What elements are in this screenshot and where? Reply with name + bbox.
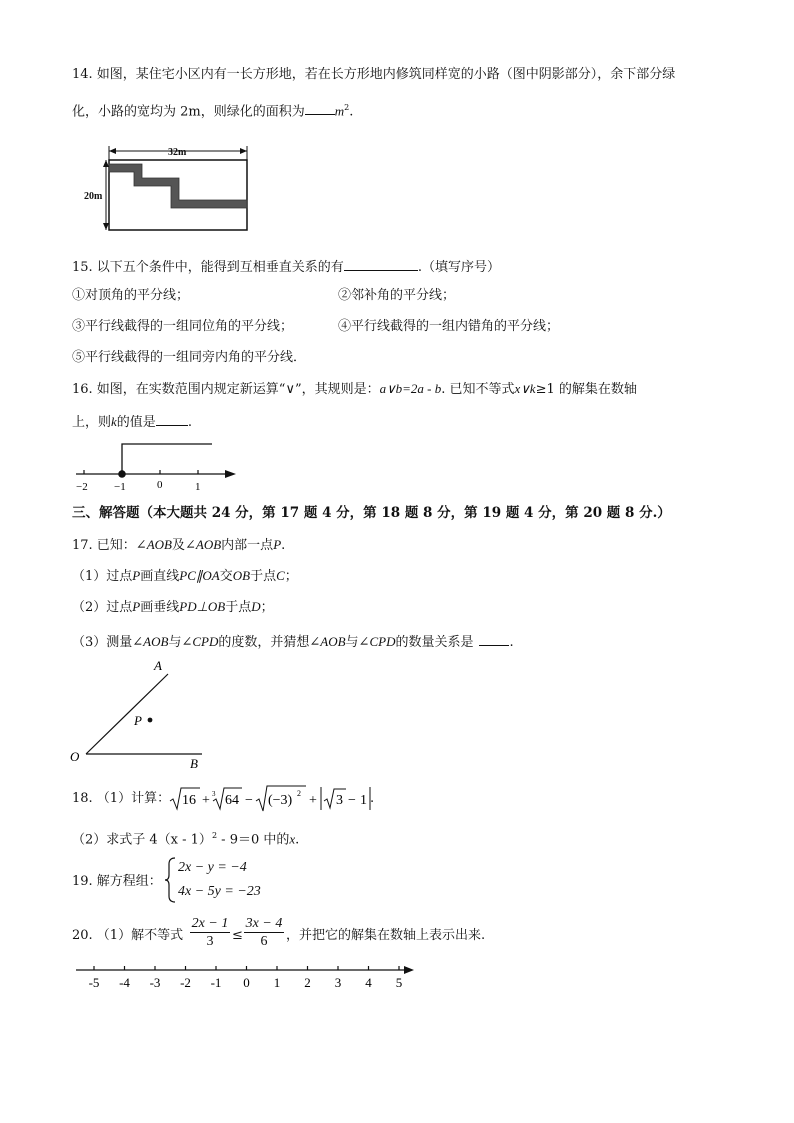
t: CPD — [369, 634, 396, 649]
t: 的数量关系是 — [395, 635, 474, 650]
q18-part1-end: . — [370, 791, 375, 806]
t: P — [273, 537, 282, 552]
expr-plus2: + — [309, 793, 317, 808]
expr-neg3: (−3) — [268, 793, 293, 808]
t: 交 — [219, 569, 233, 584]
q20-stem-a: 20. （1）解不等式 — [72, 928, 184, 943]
solution-ray — [122, 444, 212, 474]
t: P — [132, 568, 141, 583]
tick-label: 5 — [395, 975, 403, 990]
q20-number-line — [72, 960, 420, 994]
height-label: 20m — [84, 191, 103, 202]
t: 于点 — [250, 569, 277, 584]
label-A: A — [154, 658, 162, 673]
axis-arrow-icon — [404, 966, 414, 974]
q16-number-line — [70, 438, 250, 496]
q16-line1 — [72, 380, 637, 399]
q14-line1: 14. 如图，某住宅小区内有一长方形地，若在长方形地内修筑同样宽的小路（图中阴影部分），余下部分绿 — [72, 67, 676, 82]
q19-eq2: 4x − 5y = −23 — [178, 884, 261, 899]
q16-inequality: x∨k — [514, 381, 536, 396]
expr-minus: − — [245, 793, 253, 808]
t: 2 — [211, 831, 218, 840]
expr-plus: + — [202, 793, 210, 808]
t: C — [276, 568, 285, 583]
t: AOB — [320, 634, 346, 649]
q15-option-1: ①对顶角的平分线； — [72, 288, 190, 303]
width-label: 32m — [168, 147, 187, 158]
q16-line2 — [72, 411, 192, 432]
brace-icon — [164, 856, 178, 904]
q19-eq1: 2x − y = −4 — [178, 860, 247, 875]
t: x — [289, 831, 296, 847]
q15-stem — [72, 256, 500, 277]
t: 画直线 — [140, 569, 180, 584]
tick-label: 4 — [365, 975, 372, 990]
q19-stem: 19. 解方程组： — [72, 874, 162, 889]
t: AOB — [143, 634, 169, 649]
q17-part1 — [72, 567, 298, 586]
t: ； — [284, 569, 298, 584]
expr-sq: 2 — [297, 789, 301, 798]
q16-text-e: ≥1 的解集在数轴 — [535, 382, 637, 397]
expr-16: 16 — [182, 793, 196, 808]
q20-frac1 — [190, 915, 230, 951]
tick-label: 3 — [334, 975, 342, 990]
q14-figure — [82, 142, 254, 234]
tick-label: 1 — [273, 975, 281, 990]
tick-label: -1 — [210, 975, 222, 990]
q15-option-3: ③平行线截得的一组同位角的平分线； — [72, 319, 294, 334]
tick-label: 2 — [304, 975, 311, 990]
section-3-title: 三、解答题（本大题共 24 分，第 17 题 4 分，第 18 题 8 分，第 19 题 4 分，第 20 题 8 分.） — [72, 505, 671, 521]
axis-label-0: 0 — [157, 479, 163, 491]
tick-label: -2 — [180, 975, 191, 990]
t: . — [509, 635, 514, 650]
q20-relation: ≤ — [232, 928, 243, 943]
tick-label: -3 — [149, 975, 161, 990]
t: D — [251, 599, 261, 614]
answer-blank — [156, 411, 188, 426]
q16-text-a: 16. 如图，在实数范围内规定新运算“∨”，其规则是： — [72, 382, 380, 397]
t: 内部一点 — [221, 538, 274, 553]
t: AOB — [195, 537, 222, 552]
arrow-left-icon — [109, 148, 116, 154]
q17-angle-figure — [66, 656, 216, 772]
frac1-numerator: 2x − 1 — [191, 916, 229, 931]
axis-label-neg1: −1 — [114, 481, 126, 493]
t: AOB — [146, 537, 172, 552]
t: 于点 — [225, 600, 252, 615]
q15-stem-end: .（填写序号） — [417, 260, 500, 275]
q20-frac2 — [244, 915, 284, 951]
q14-line2-text: 化，小路的宽均为 2m，则绿化的面积为 — [72, 104, 305, 120]
q16-text2-c: 的值是 — [116, 415, 156, 430]
q15-option-4: ④平行线截得的一组内错角的平分线； — [338, 319, 560, 334]
t: 及∠ — [171, 538, 196, 553]
t: PD⊥OB — [179, 599, 226, 614]
q15-stem-text: 15. 以下五个条件中，能得到互相垂直关系的有 — [72, 260, 344, 275]
q17-part3 — [72, 631, 514, 652]
frac2-denominator: 6 — [260, 934, 268, 949]
q17-stem — [72, 536, 285, 555]
t: 的度数，并猜想∠ — [218, 635, 321, 650]
label-P: P — [134, 713, 142, 728]
q16-rule: a∨b=2a - b — [379, 381, 442, 396]
t: 与∠ — [345, 635, 370, 650]
t: （3）测量∠ — [72, 635, 144, 650]
q16-text-c: . 已知不等式 — [441, 382, 515, 397]
closed-dot — [118, 470, 126, 478]
answer-blank — [344, 256, 418, 271]
t: 画垂线 — [140, 600, 180, 615]
q16-var-k: k — [111, 414, 117, 429]
q18-expression — [166, 784, 382, 814]
label-B: B — [190, 756, 198, 771]
t: ； — [260, 600, 274, 615]
answer-blank — [479, 631, 509, 646]
t: （2）求式子 4（x - 1） — [72, 832, 212, 848]
expr-3: 3 — [336, 793, 343, 808]
tick-label: -4 — [119, 975, 130, 990]
tick-label: -5 — [88, 975, 100, 990]
unit-sup: 2 — [344, 103, 350, 112]
answer-blank — [305, 100, 335, 115]
expr-minus2: − — [348, 793, 356, 808]
axis-label-1: 1 — [195, 481, 201, 493]
q15-option-2: ②邻补角的平分线； — [338, 288, 456, 303]
t: （2）过点 — [72, 600, 133, 615]
q18-part2 — [72, 827, 299, 849]
t: PC∥OA — [179, 568, 220, 583]
q16-text2-a: 上，则 — [72, 415, 112, 430]
frac1-denominator: 3 — [206, 934, 214, 949]
ray-OA — [86, 674, 168, 754]
axis-arrow-icon — [225, 470, 236, 478]
q17-part2 — [72, 598, 274, 617]
q14-period: . — [349, 104, 354, 120]
unit-m: m — [334, 103, 345, 119]
t: 17. 已知：∠ — [72, 538, 147, 553]
point-P — [148, 718, 153, 723]
t: P — [132, 599, 141, 614]
t: 与∠ — [168, 635, 193, 650]
t: - 9＝0 中的 — [217, 832, 290, 848]
t: . — [281, 538, 286, 553]
expr-64: 64 — [225, 793, 239, 808]
expr-cube-index: 3 — [212, 790, 216, 798]
q16-period: . — [187, 415, 192, 430]
label-O: O — [70, 749, 80, 764]
q20-stem-b: ，并把它的解集在数轴上表示出来. — [286, 928, 486, 943]
t: CPD — [192, 634, 219, 649]
arrow-down-icon — [103, 223, 109, 230]
arrow-up-icon — [103, 160, 109, 167]
t: OB — [232, 568, 251, 583]
axis-label-neg2: −2 — [76, 481, 88, 493]
expr-1: 1 — [360, 793, 367, 808]
arrow-right-icon — [240, 148, 247, 154]
frac2-numerator: 3x − 4 — [245, 916, 283, 931]
t: . — [295, 832, 300, 848]
q18-part1-text: 18. （1）计算： — [72, 791, 171, 806]
t: （1）过点 — [72, 569, 133, 584]
tick-label: 0 — [243, 975, 250, 990]
q15-option-5: ⑤平行线截得的一组同旁内角的平分线． — [72, 350, 307, 365]
q14-line2 — [72, 99, 353, 121]
